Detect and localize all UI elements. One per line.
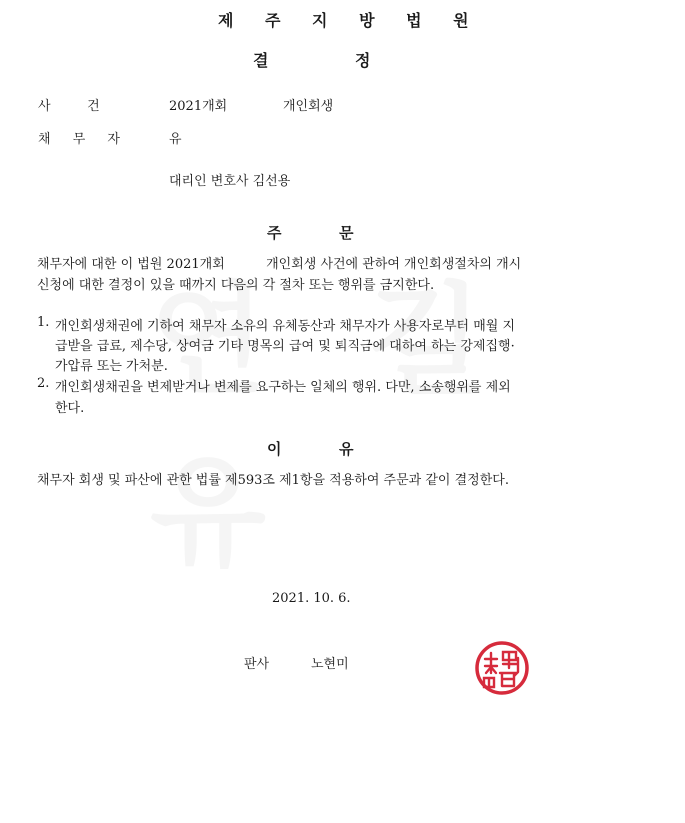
order-intro-line-2: 신청에 대한 결정이 있을 때까지 다음의 각 절차 또는 행위를 금지한다.: [37, 278, 435, 293]
court-name: 제 주 지 방 법 원: [218, 11, 482, 30]
order-heading-right: 문: [339, 224, 354, 242]
debtor-label: 채 무 자: [38, 132, 129, 147]
case-label: 사 건: [38, 99, 104, 114]
decision-date: 2021. 10. 6.: [272, 591, 351, 606]
order-heading-left: 주: [267, 224, 282, 242]
reason-heading-left: 이: [267, 440, 282, 458]
court-seal-stamp: [474, 640, 530, 696]
order-item-1-number: 1.: [37, 315, 50, 330]
order-item-2-number: 2.: [37, 376, 50, 391]
case-type: 개인회생: [283, 99, 334, 114]
reason-text: 채무자 회생 및 파산에 관한 법률 제593조 제1항을 적용하여 주문과 같이 결정한다.: [37, 473, 509, 488]
watermark: [150, 245, 685, 589]
doc-type-left: 결: [253, 51, 269, 70]
case-number: 2021개회: [169, 99, 228, 114]
order-item-2-line-2: 한다.: [55, 401, 85, 416]
debtor-name: 유: [169, 132, 182, 147]
order-item-1-line-2: 급받을 급료, 제수당, 상여금 기타 명목의 급여 및 퇴직금에 대하여 하는 강제집행·: [55, 339, 515, 354]
order-item-1-line-1: 개인회생채권에 기하여 채무자 소유의 유체동산과 채무자가 사용자로부터 매월 지: [55, 319, 516, 334]
judge-name: 노현미: [311, 657, 349, 672]
agent: 대리인 변호사 김선용: [169, 174, 291, 189]
order-item-1-line-3: 가압류 또는 가처분.: [55, 359, 168, 374]
order-intro-line-1: 채무자에 대한 이 법원 2021개회 개인회생 사건에 관하여 개인회생절차의 개시: [37, 257, 522, 272]
doc-type-right: 정: [355, 51, 371, 70]
reason-heading-right: 유: [339, 440, 354, 458]
order-item-2-line-1: 개인회생채권을 변제받거나 변제를 요구하는 일체의 행위. 다만, 소송행위를 제외: [55, 380, 511, 395]
judge-title: 판사: [244, 657, 270, 672]
